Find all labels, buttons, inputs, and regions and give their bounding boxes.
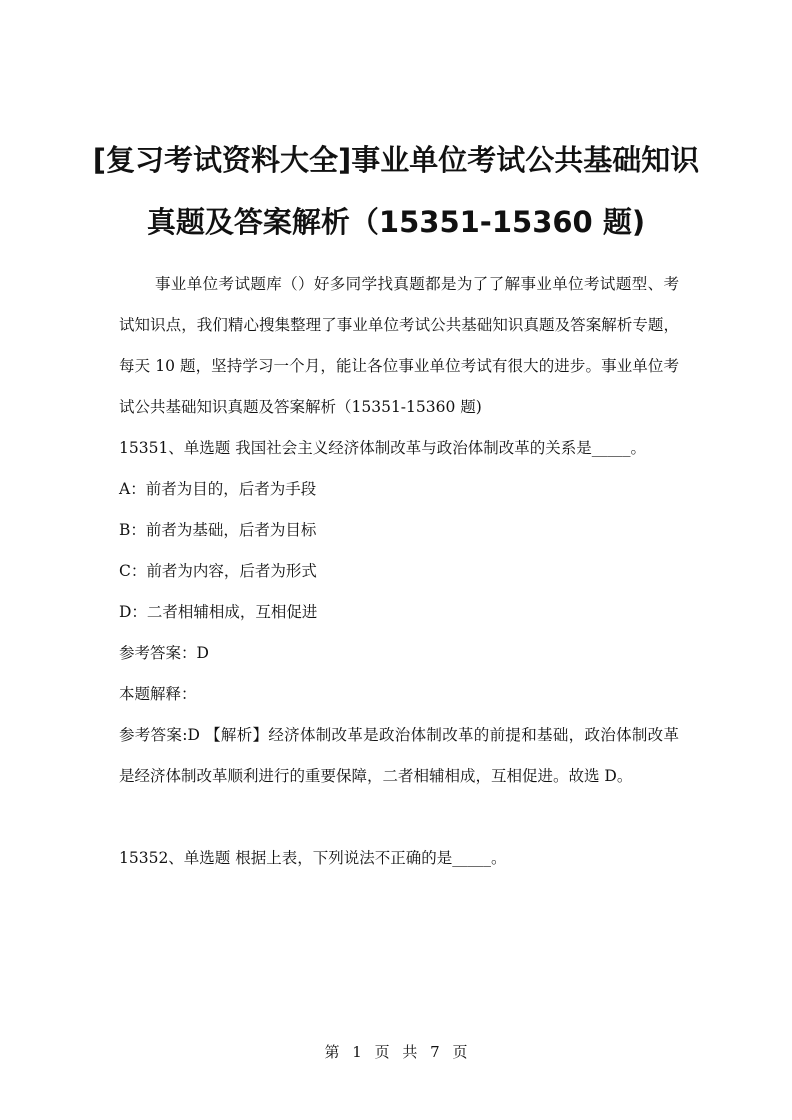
document-body (119, 264, 679, 879)
question-15351-option-d: D：二者相辅相成，互相促进 (119, 603, 318, 621)
page-footer: 第 1 页 共 7 页 (324, 1043, 468, 1061)
document-title-line-2: 真题及答案解析（15351-15360 题) (146, 205, 646, 239)
question-15351-stem: 15351、单选题 我国社会主义经济体制改革与政治体制改革的关系是_____。 (119, 439, 646, 457)
blank-line (119, 797, 679, 838)
document-title-line-1: [复习考试资料大全]事业单位考试公共基础知识 (92, 143, 700, 177)
question-15351-answer: 参考答案：D (119, 644, 209, 662)
intro-paragraph: 事业单位考试题库（）好多同学找真题都是为了了解事业单位考试题型、考试知识点，我们精心搜集整理了事业单位考试公共基础知识真题及答案解析专题，每天 10 题，坚持学习一个月，能让各位事业单位考试有很大的进步。事业单位考试公共基础知识真题及答案解析（15351-15360 题) (119, 275, 679, 416)
question-15351-option-c: C：前者为内容，后者为形式 (119, 562, 317, 580)
question-15351-option-b: B：前者为基础，后者为目标 (119, 521, 317, 539)
question-15351-option-a: A：前者为目的，后者为手段 (119, 480, 317, 498)
question-15351-explanation: 参考答案:D 【解析】经济体制改革是政治体制改革的前提和基础，政治体制改革是经济体制改革顺利进行的重要保障，二者相辅相成，互相促进。故选 D。 (119, 726, 679, 785)
question-15351-explanation-label: 本题解释： (119, 685, 197, 703)
question-15352-stem: 15352、单选题 根据上表，下列说法不正确的是_____。 (119, 849, 507, 867)
